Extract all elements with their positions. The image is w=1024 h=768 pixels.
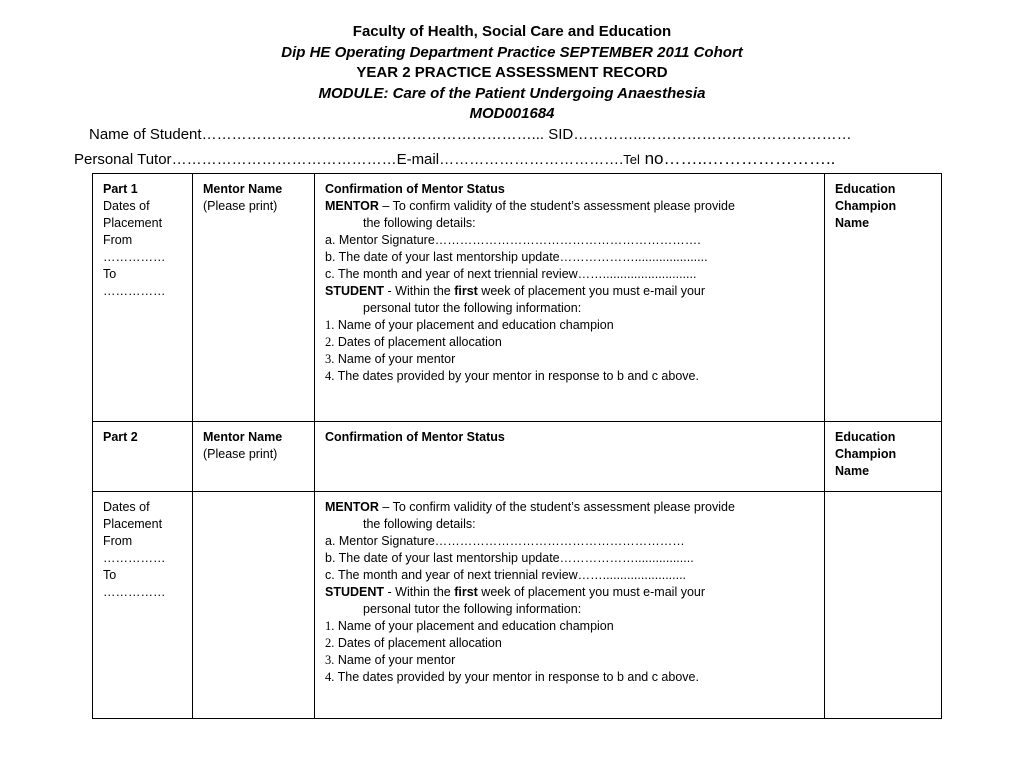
module-code: MOD001684 bbox=[469, 105, 555, 122]
tel-label: Tel bbox=[623, 152, 640, 167]
part2-triennial-review-field[interactable]: c. The month and year of next triennial review……........................ bbox=[325, 568, 687, 582]
part1-mentor-instruction-cont: the following details: bbox=[363, 216, 476, 230]
student-name-field[interactable]: …………………………………………………………... bbox=[201, 126, 545, 143]
part1-row bbox=[93, 174, 942, 422]
part1-dates-cell bbox=[93, 174, 193, 422]
part2-header-row bbox=[93, 422, 942, 492]
part2-label-cell bbox=[93, 422, 193, 492]
part1-education-champion-label: Education Champion Name bbox=[835, 182, 897, 230]
part2-mentor-word: MENTOR bbox=[325, 500, 379, 514]
email-label: E-mail bbox=[396, 151, 440, 168]
part1-student-instruction-cont: personal tutor the following information: bbox=[363, 301, 582, 315]
part1-mentorship-update-field[interactable]: b. The date of your last mentorship update………………..................... bbox=[325, 250, 708, 264]
part2-mentor-instruction-cont: the following details: bbox=[363, 517, 476, 531]
document-header bbox=[0, 22, 1024, 125]
part2-student-instruction-cont: personal tutor the following information: bbox=[363, 602, 582, 616]
part1-dates-label: Dates of Placement From bbox=[103, 199, 163, 247]
part1-mentor-name-label: Mentor Name bbox=[203, 182, 283, 196]
part2-mentor-name-cell bbox=[193, 422, 315, 492]
student-name-label: Name of Student bbox=[89, 126, 202, 143]
personal-tutor-field[interactable]: ……………………………………… bbox=[171, 151, 397, 168]
part1-mentor-instruction: MENTOR – To confirm validity of the student’s assessment please provide bbox=[325, 199, 735, 213]
part1-triennial-review-field[interactable]: c. The month and year of next triennial review……........................... bbox=[325, 267, 697, 281]
part2-education-champion-cell bbox=[825, 422, 942, 492]
email-field[interactable]: ………………………………. bbox=[439, 151, 624, 168]
part2-first-word: first bbox=[454, 585, 478, 599]
part2-mentor-instruction: MENTOR – To confirm validity of the student’s assessment please provide bbox=[325, 500, 735, 514]
part1-please-print: (Please print) bbox=[203, 199, 278, 213]
record-title: YEAR 2 PRACTICE ASSESSMENT RECORD bbox=[356, 64, 668, 81]
part2-list-item: 4. The dates provided by your mentor in response to b and c above. bbox=[325, 670, 699, 684]
part2-mentorship-update-field[interactable]: b. The date of your last mentorship update………………................. bbox=[325, 551, 694, 565]
part1-education-champion-cell[interactable] bbox=[825, 174, 942, 422]
part2-dates-cell bbox=[93, 492, 193, 719]
tel-no-label: no bbox=[639, 149, 664, 168]
part1-list-item: 1. Name of your placement and education champion bbox=[325, 318, 614, 332]
part2-mentor-name-label: Mentor Name bbox=[203, 430, 283, 444]
part1-mentor-signature-field[interactable]: a. Mentor Signature………………………………………………………. bbox=[325, 233, 701, 247]
assessment-record-table bbox=[92, 173, 942, 719]
part2-dates-label: Dates of Placement From bbox=[103, 500, 163, 548]
part1-from-field[interactable]: …………… bbox=[103, 250, 166, 264]
part2-student-word: STUDENT bbox=[325, 585, 385, 599]
personal-tutor-label: Personal Tutor bbox=[74, 151, 172, 168]
part1-confirmation-cell bbox=[315, 174, 825, 422]
sid-label: SID bbox=[544, 126, 574, 143]
part2-to-label: To bbox=[103, 568, 117, 582]
part2-education-champion-label: Education Champion Name bbox=[835, 430, 897, 478]
tel-field[interactable]: ……..………………….. bbox=[663, 149, 836, 168]
part1-mentor-name-cell[interactable] bbox=[193, 174, 315, 422]
part2-mentor-name-entry[interactable] bbox=[193, 492, 315, 719]
personal-tutor-line bbox=[74, 149, 835, 169]
part1-list-item: 4. The dates provided by your mentor in response to b and c above. bbox=[325, 369, 699, 383]
part1-list-item: 3. Name of your mentor bbox=[325, 352, 456, 366]
part2-list-item: 2. Dates of placement allocation bbox=[325, 636, 502, 650]
part2-mentor-signature-field[interactable]: a. Mentor Signature…………………………………………………… bbox=[325, 534, 685, 548]
part2-from-field[interactable]: …………… bbox=[103, 551, 166, 565]
module-title: MODULE: Care of the Patient Undergoing Anaesthesia bbox=[318, 84, 706, 102]
student-name-line bbox=[89, 126, 852, 143]
part2-please-print: (Please print) bbox=[203, 447, 278, 461]
part2-student-instruction: STUDENT - Within the first week of placement you must e-mail your bbox=[325, 585, 706, 599]
part1-to-field[interactable]: …………… bbox=[103, 284, 166, 298]
faculty-title: Faculty of Health, Social Care and Education bbox=[352, 23, 672, 40]
part1-student-instruction: STUDENT - Within the first week of placement you must e-mail your bbox=[325, 284, 706, 298]
course-title: Dip HE Operating Department Practice SEPTEMBER 2011 Cohort bbox=[281, 43, 743, 61]
part1-list-item: 2. Dates of placement allocation bbox=[325, 335, 502, 349]
part2-body-row bbox=[93, 492, 942, 719]
part2-label: Part 2 bbox=[103, 430, 138, 444]
part1-to-label: To bbox=[103, 267, 117, 281]
part2-to-field[interactable]: …………… bbox=[103, 585, 166, 599]
part1-first-word: first bbox=[454, 284, 478, 298]
part1-mentor-word: MENTOR bbox=[325, 199, 379, 213]
part1-confirmation-heading: Confirmation of Mentor Status bbox=[325, 182, 505, 196]
part2-list-item: 1. Name of your placement and education champion bbox=[325, 619, 614, 633]
part1-label: Part 1 bbox=[103, 182, 138, 196]
sid-field[interactable]: …………..…………………………………… bbox=[573, 126, 852, 143]
part2-confirmation-cell bbox=[315, 422, 825, 492]
part2-confirmation-heading: Confirmation of Mentor Status bbox=[325, 430, 505, 444]
part2-list-item: 3. Name of your mentor bbox=[325, 653, 456, 667]
part2-education-champion-entry[interactable] bbox=[825, 492, 942, 719]
part1-student-word: STUDENT bbox=[325, 284, 385, 298]
part2-confirmation-body-cell bbox=[315, 492, 825, 719]
